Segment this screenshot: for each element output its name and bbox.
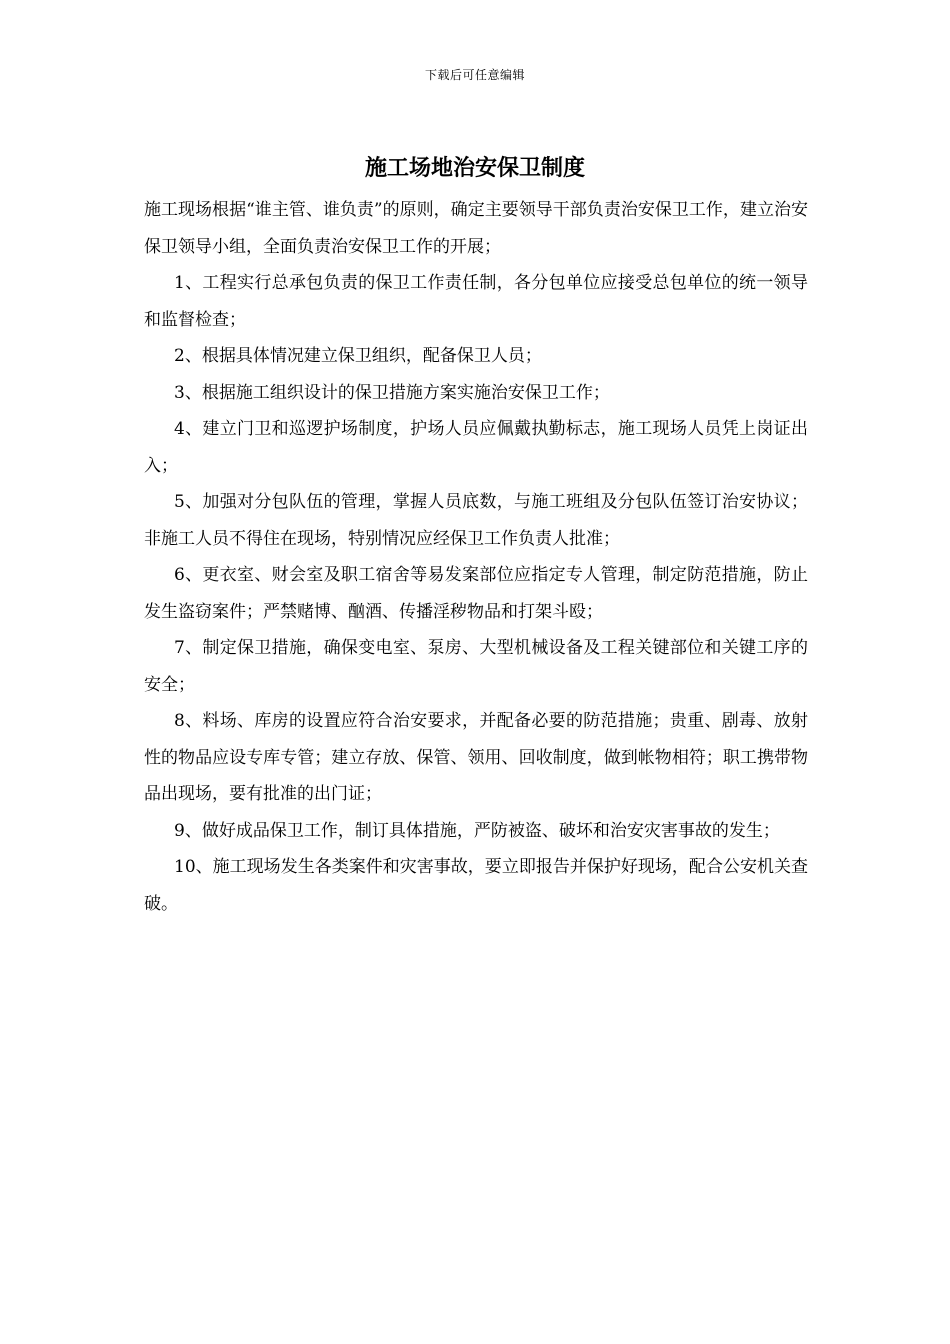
rule-item: 7、制定保卫措施，确保变电室、泵房、大型机械设备及工程关键部位和关键工序的安全； xyxy=(144,638,808,695)
rule-item: 8、料场、库房的设置应符合治安要求，并配备必要的防范措施；贵重、剧毒、放射性的物品应设专库专管；建立存放、保管、领用、回收制度，做到帐物相符；职工携带物品出现场，要有批准的出门证； xyxy=(144,711,808,804)
rule-item: 5、加强对分包队伍的管理，掌握人员底数，与施工班组及分包队伍签订治安协议；非施工人员不得住在现场，特别情况应经保卫工作负责人批准； xyxy=(144,492,808,549)
rule-item: 2、根据具体情况建立保卫组织，配备保卫人员； xyxy=(174,346,542,366)
intro-paragraph: 施工现场根据“谁主管、谁负责”的原则，确定主要领导干部负责治安保卫工作，建立治安保卫领导小组，全面负责治安保卫工作的开展； xyxy=(144,200,808,257)
rule-item: 1、工程实行总承包负责的保卫工作责任制，各分包单位应接受总包单位的统一领导和监督检查； xyxy=(144,273,808,330)
rule-item: 10、施工现场发生各类案件和灾害事故，要立即报告并保护好现场，配合公安机关查破。 xyxy=(144,857,808,914)
document-body xyxy=(144,192,808,922)
rule-item: 4、建立门卫和巡逻护场制度，护场人员应佩戴执勤标志，施工现场人员凭上岗证出入； xyxy=(144,419,808,476)
header-note: 下载后可任意编辑 xyxy=(424,68,525,82)
rule-item: 3、根据施工组织设计的保卫措施方案实施治安保卫工作； xyxy=(174,382,610,403)
document-title: 施工场地治安保卫制度 xyxy=(364,155,585,181)
rule-item: 6、更衣室、财会室及职工宿舍等易发案部位应指定专人管理，制定防范措施，防止发生盗窃案件；严禁赌博、酗酒、传播淫秽物品和打架斗殴； xyxy=(144,565,808,622)
rule-item: 9、做好成品保卫工作，制订具体措施，严防被盗、破坏和治安灾害事故的发生； xyxy=(174,820,780,841)
